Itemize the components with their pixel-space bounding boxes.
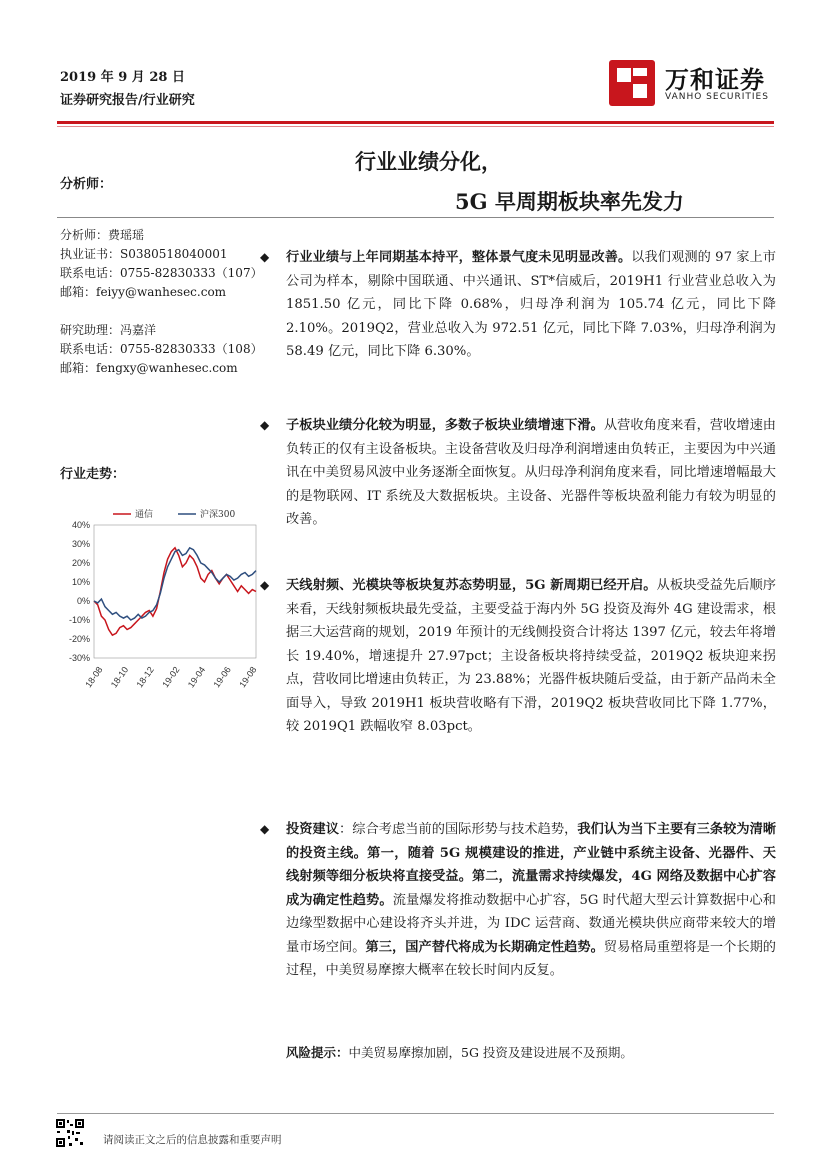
investment-text-1: ：综合考虑当前的国际形势与技术趋势， [338, 822, 578, 837]
assistant-name: 研究助理：冯嘉洋 [60, 323, 157, 337]
section-3-body: 从板块受益先后顺序来看，天线射频板块最先受益，主要受益于海内外 5G 投资及海外 4G 建设需求，根据三大运营商的规划，2019 年预计的无线侧投资合计将达 1397 亿元，较去年将增长 19.40%，增速提升 27.97pct；主设备板块将持续受益，2019Q2 板块迎来拐点，营收同比增速由负转正，为 23.88%；光器件板块随后受益，由于新产品尚未全面导入，导致 2019H1 板块营收略有下滑，2019Q2 板块营收同比下降 1.77%，较 2019Q1 跌幅收窄 8.03pct。 [286, 578, 776, 734]
title-divider [57, 217, 774, 218]
header-divider [57, 121, 774, 124]
legend-label: 通信 [135, 510, 154, 520]
y-tick-label: 20% [71, 558, 90, 568]
trend-heading: 行业走势： [60, 467, 126, 482]
footer-divider [57, 1113, 774, 1114]
analyst-email: 邮箱：feiyy@wanhesec.com [60, 285, 227, 299]
y-tick-label: 30% [71, 539, 90, 549]
header-divider-thin [57, 126, 774, 127]
series-line-csi300 [94, 548, 256, 620]
legend-label: 沪深300 [200, 510, 236, 520]
x-tick-label: 18-10 [108, 664, 131, 690]
x-tick-label: 19-06 [211, 664, 233, 690]
company-logo [607, 58, 782, 108]
diamond-bullet-icon: ◆ [260, 822, 270, 836]
qr-code-icon [55, 1118, 85, 1148]
x-tick-label: 19-08 [237, 664, 259, 690]
analyst-heading: 分析师： [60, 177, 113, 192]
y-tick-label: 40% [71, 520, 90, 530]
assistant-phone: 联系电话：0755-82830333（108） [60, 342, 263, 356]
logo-text-cn: 万和证券 [665, 66, 765, 94]
analyst-cert: 执业证书：S0380518040001 [60, 247, 228, 261]
x-tick-label: 18-08 [83, 664, 105, 690]
y-tick-label: -30% [68, 653, 90, 663]
investment-label: 投资建议 [286, 822, 339, 837]
section-2-body: 从营收角度来看，营收增速由负转正的仅有主设备板块。主设备营收及归母净利润增速由负转正，主要因为中兴通讯在中美贸易风波中业务逐渐全面恢复。从归母净利润角度来看，同比增速增幅最大的是物联网、IT 系统及大数据板块。主设备、光器件等板块盈利能力有较为明显的改善。 [286, 418, 776, 527]
assistant-info [60, 321, 263, 378]
diamond-bullet-icon: ◆ [260, 250, 270, 264]
section-3-headline: 天线射频、光模块等板块复苏态势明显，5G 新周期已经开启。 [286, 578, 657, 593]
section-2 [260, 414, 776, 532]
report-title-line2: 5G 早周期板块率先发力 [455, 189, 684, 214]
risk-text: 中美贸易摩擦加剧，5G 投资及建设进展不及预期。 [348, 1045, 633, 1060]
investment-text-3: 贸易格局重塑将是一个长期的过程，中美贸易摩擦大概率在较长时间内反复。 [286, 939, 776, 978]
section-2-headline: 子板块业绩分化较为明显，多数子板块业绩增速下滑。 [286, 418, 604, 433]
report-type: 证券研究报告/行业研究 [60, 93, 195, 108]
diamond-bullet-icon: ◆ [260, 578, 270, 592]
diamond-bullet-icon: ◆ [260, 418, 270, 432]
x-tick-label: 18-12 [134, 664, 156, 690]
x-tick-label: 19-04 [185, 664, 208, 690]
investment-advice [260, 818, 777, 983]
x-tick-label: 19-02 [160, 664, 182, 690]
investment-text-2: 流量爆发将推动数据中心扩容，5G 时代超大型云计算数据中心和边缘型数据中心建设将齐头并进，为 IDC 运营商、数通光模块供应商带来较大的增量市场空间。 [286, 892, 776, 955]
risk-label: 风险提示： [286, 1045, 349, 1060]
analyst-phone: 联系电话：0755-82830333（107） [60, 266, 263, 280]
y-tick-label: -10% [68, 615, 90, 625]
report-title-line1: 行业业绩分化， [355, 149, 502, 174]
investment-bold-2: 第三，国产替代将成为长期确定性趋势。 [365, 939, 604, 955]
report-date: 2019 年 9 月 28 日 [60, 70, 185, 85]
analyst-info [60, 226, 263, 302]
section-1-headline: 行业业绩与上年同期基本持平，整体景气度未见明显改善。 [286, 250, 632, 265]
section-1-body: 以我们观测的 97 家上市公司为样本，剔除中国联通、中兴通讯、ST*信威后，2019H1 行业营业总收入为 1851.50 亿元，同比下降 0.68%，归母净利润为 105.74 亿元，同比下降 2.10%。2019Q2，营业总收入为 972.51 亿元，同比下降 7.03%，归母净利润为 58.49 亿元，同比下降 6.30%。 [286, 250, 776, 359]
y-tick-label: 10% [71, 577, 90, 587]
industry-trend-chart [58, 500, 264, 690]
logo-text-en: VANHO SECURITIES [665, 92, 769, 102]
analyst-name: 分析师：费瑶瑶 [60, 228, 145, 242]
y-tick-label: 0% [76, 596, 90, 606]
risk-warning [286, 1043, 776, 1061]
y-tick-label: -20% [68, 634, 90, 644]
section-1 [260, 246, 776, 364]
assistant-email: 邮箱：fengxy@wanhesec.com [60, 361, 238, 375]
series-line-telecom [94, 548, 256, 635]
section-3 [260, 574, 776, 739]
disclaimer-note: 请阅读正文之后的信息披露和重要声明 [103, 1134, 282, 1146]
investment-bold-1: 我们认为当下主要有三条较为清晰的投资主线。第一，随着 5G 规模建设的推进，产业链中系统主设备、光器件、天线射频等细分板块将直接受益。第二，流量需求持续爆发，4G 网络及数据中心扩容成为确定性趋势。 [286, 822, 777, 908]
chart-plot-frame [94, 525, 256, 658]
logo-mark-icon [607, 58, 657, 108]
